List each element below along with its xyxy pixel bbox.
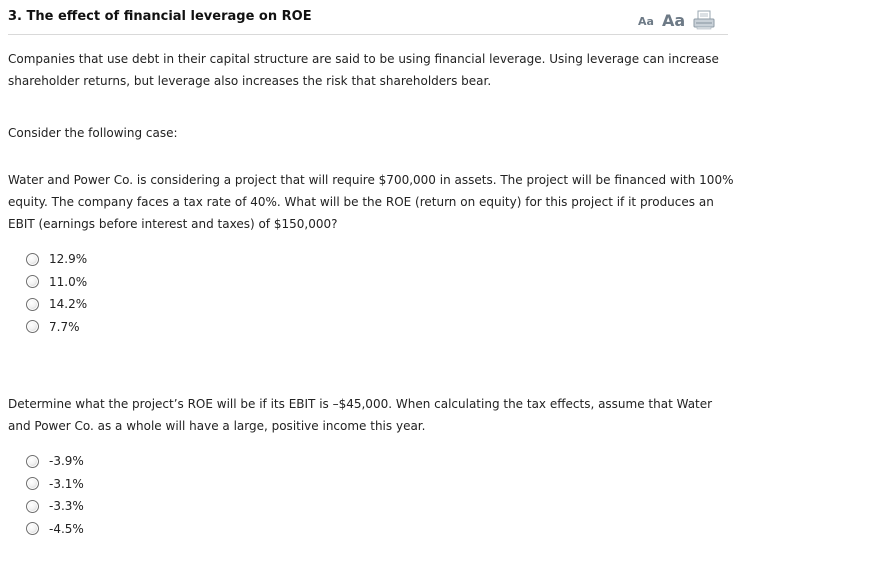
radio-button[interactable] [26,298,39,311]
consider-text: Consider the following case: [8,126,178,140]
option-label: 7.7% [49,319,80,334]
part1-option[interactable] [26,271,87,294]
part2-prompt: Determine what the project’s ROE will be if its EBIT is –$45,000. When calculating the tax effects, assume that Water and Power Co. as a whole will have a large, positive income this year. [8,397,713,433]
part1-option[interactable] [26,316,87,339]
increase-font-button[interactable]: Aa [661,11,686,30]
part2-option[interactable] [26,450,84,473]
printer-icon[interactable] [693,10,715,30]
text-tools [638,6,715,30]
option-label: -4.5% [49,521,84,536]
option-label: -3.1% [49,476,84,491]
option-label: -3.9% [49,454,84,469]
title-divider [8,34,728,35]
option-label: -3.3% [49,499,84,514]
radio-button[interactable] [26,320,39,333]
option-label: 14.2% [49,297,88,312]
question-title: 3. The effect of financial leverage on ROE [8,9,312,24]
part2-option[interactable] [26,473,84,496]
part2-option[interactable] [26,495,84,518]
radio-button[interactable] [26,500,39,513]
option-label: 11.0% [49,274,88,289]
part2-options [26,450,84,540]
part2-option[interactable] [26,518,84,541]
radio-button[interactable] [26,455,39,468]
decrease-font-button[interactable]: Aa [638,15,654,28]
radio-button[interactable] [26,477,39,490]
part1-option[interactable] [26,293,87,316]
part1-options [26,248,87,338]
radio-button[interactable] [26,275,39,288]
radio-button[interactable] [26,253,39,266]
radio-button[interactable] [26,522,39,535]
option-label: 12.9% [49,252,88,267]
intro-text: Companies that use debt in their capital structure are said to be using financial leverage. Using leverage can increase shareholder returns, but leverage also increases the risk that shareholders bear. [8,52,719,88]
part1-prompt: Water and Power Co. is considering a project that will require $700,000 in assets. The project will be financed with 100% equity. The company faces a tax rate of 40%. What will be the ROE (return on equity) for this project if it produces an EBIT (earnings before interest and taxes) of $150,000? [8,173,734,231]
part1-option[interactable] [26,248,87,271]
